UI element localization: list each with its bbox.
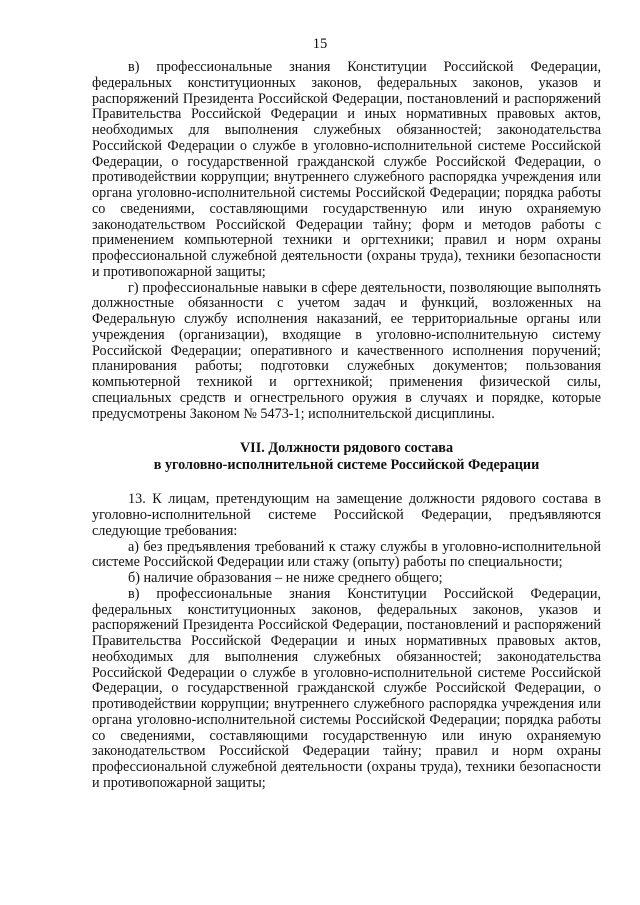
document-body xyxy=(92,60,601,792)
section-heading-line2: в уголовно-исполнительной системе Российской Федерации xyxy=(153,457,540,474)
paragraph-professional-knowledge: в) профессиональные знания Конституции Российской Федерации, федеральных конституционных законов, федеральных законов, указов и распоряжений Президента Российской Федерации, постановлений и распоряжений Правительства Российской Федерации и иных нормативных правовых актов, необходимых для выполнения служебных обязанностей; законодательства Российской Федерации о службе в уголовно-исполнительной системе Российской Федерации, о государственной гражданской службе Российской Федерации, о противодействии коррупции; внутреннего служебного распорядка учреждения или органа уголовно-исполнительной системы Российской Федерации; порядка работы со сведениями, составляющими государственную или иную охраняемую законодательством Российской Федерации тайну; форм и методов работы с применением компьютерной техники и оргтехники; правил и норм охраны профессиональной служебной деятельности (охраны труда), техники безопасности и противопожарной защиты; xyxy=(92,59,601,280)
paragraph-requirement-a: а) без предъявления требований к стажу службы в уголовно-исполнительной системе Российской Федерации или стажу (опыту) работы по специальности; xyxy=(92,538,601,571)
paragraph-professional-skills: г) профессиональные навыки в сфере деятельности, позволяющие выполнять должностные обязанности с учетом задач и функций, возложенных на Федеральную службу исполнения наказаний, ее территориальные органы или учреждения (организации), входящие в уголовно-исполнительную систему Российской Федерации; оперативного и качественного исполнения поручений; планирования работы; подготовки служебных документов; пользования компьютерной техникой и оргтехникой; применения физической силы, специальных средств и огнестрельного оружия в случаях и порядке, которые предусмотрены Законом № 5473-1; исполнительской дисциплины. xyxy=(92,279,601,422)
section-heading xyxy=(92,440,601,474)
section-heading-line1: VII. Должности рядового состава xyxy=(239,440,454,457)
paragraph-requirement-b: б) наличие образования – не ниже среднего общего; xyxy=(128,570,443,586)
paragraph-requirement-v: в) профессиональные знания Конституции Российской Федерации, федеральных конституционных законов, федеральных законов, указов и распоряжений Президента Российской Федерации, постановлений и распоряжений Правительства Российской Федерации и иных нормативных правовых актов, необходимых для выполнения служебных обязанностей; законодательства Российской Федерации о службе в уголовно-исполнительной системе Российской Федерации, о государственной гражданской службе Российской Федерации, о противодействии коррупции; внутреннего служебного распорядка учреждения или органа уголовно-исполнительной системы Российской Федерации; порядка работы со сведениями, составляющими государственную или иную охраняемую законодательством Российской Федерации тайну; правил и норм охраны профессиональной служебной деятельности (охраны труда), техники безопасности и противопожарной защиты; xyxy=(92,585,601,791)
page-number: 15 xyxy=(312,36,328,52)
paragraph-item-13: 13. К лицам, претендующим на замещение должности рядового состава в уголовно-исполнительной системе Российской Федерации, предъявляются следующие требования: xyxy=(92,491,601,539)
